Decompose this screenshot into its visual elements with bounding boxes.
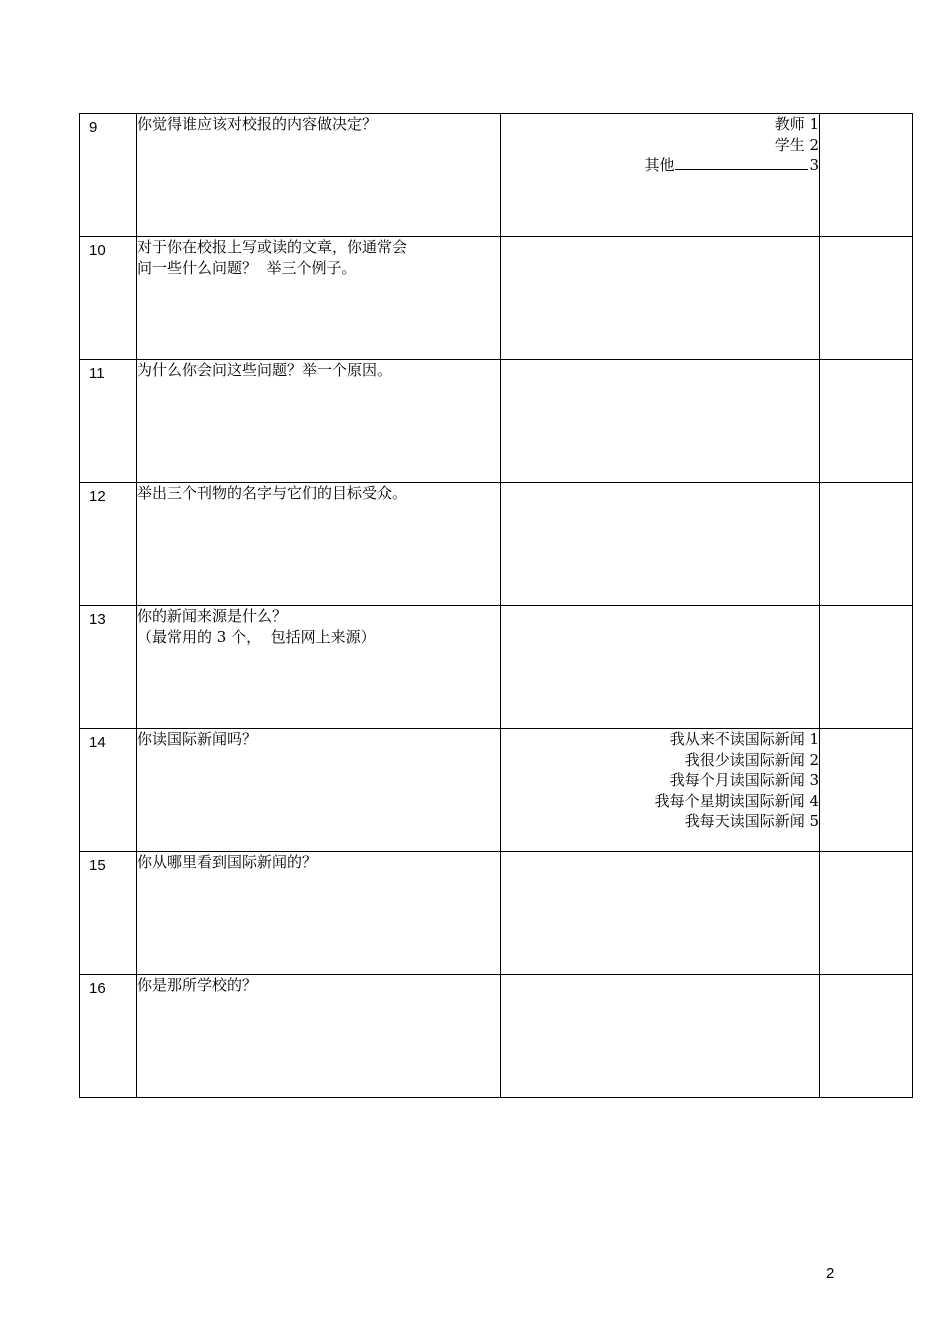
- coding-cell: [820, 606, 913, 729]
- question-number-cell: [80, 237, 137, 360]
- question-number-cell: [80, 483, 137, 606]
- answer-cell[interactable]: [501, 360, 820, 483]
- answer-cell[interactable]: [501, 852, 820, 975]
- question-text-cell: [137, 237, 501, 360]
- question-number: 16: [89, 980, 106, 997]
- question-number-cell: [80, 975, 137, 1098]
- question-number: 11: [89, 365, 105, 382]
- question-number-cell: [80, 606, 137, 729]
- question-number-cell: [80, 114, 137, 237]
- question-row: [80, 114, 913, 237]
- question-text-line: 你读国际新闻吗？: [137, 730, 258, 748]
- question-text-cell: [137, 852, 501, 975]
- other-option-code: 3: [809, 156, 819, 174]
- coding-cell: [820, 483, 913, 606]
- answer-cell[interactable]: [501, 606, 820, 729]
- other-option-label: 其他: [644, 156, 675, 174]
- question-text-cell: [137, 975, 501, 1098]
- answer-option: 教师 1: [774, 115, 819, 133]
- question-row: [80, 483, 913, 606]
- question-number: 10: [89, 242, 106, 259]
- question-text-cell: [137, 114, 501, 237]
- question-row: [80, 852, 913, 975]
- question-number: 12: [89, 488, 106, 505]
- coding-cell: [820, 114, 913, 237]
- answer-option: 学生 2: [774, 135, 819, 154]
- coding-cell: [820, 975, 913, 1098]
- question-text-line: 问一些什么问题？ 举三个例子。: [137, 259, 357, 277]
- coding-cell: [820, 729, 913, 852]
- answer-cell[interactable]: [501, 483, 820, 606]
- question-number-cell: [80, 360, 137, 483]
- answer-cell[interactable]: [501, 114, 820, 237]
- survey-table: [79, 113, 913, 1098]
- question-number-cell: [80, 852, 137, 975]
- answer-option: 我每天读国际新闻 5: [684, 812, 819, 830]
- question-text-cell: [137, 360, 501, 483]
- answer-cell[interactable]: [501, 729, 820, 852]
- fill-in-blank-line[interactable]: [675, 155, 808, 170]
- coding-cell: [820, 237, 913, 360]
- question-row: [80, 729, 913, 852]
- question-row: [80, 237, 913, 360]
- answer-option: 我很少读国际新闻 2: [684, 750, 819, 769]
- question-text-line: 你从哪里看到国际新闻的？: [137, 853, 318, 871]
- question-text-line: （最常用的 3 个， 包括网上来源）: [137, 628, 376, 646]
- question-text-line: 你是那所学校的？: [137, 976, 258, 994]
- question-text-cell: [137, 729, 501, 852]
- question-row: [80, 360, 913, 483]
- page-number: 2: [826, 1265, 835, 1282]
- question-row: [80, 975, 913, 1098]
- question-number: 14: [89, 734, 106, 751]
- question-text-line: 你的新闻来源是什么？: [137, 607, 288, 625]
- question-text-line: 举出三个刊物的名字与它们的目标受众。: [137, 484, 408, 502]
- question-number: 9: [89, 119, 98, 136]
- coding-cell: [820, 852, 913, 975]
- question-number-cell: [80, 729, 137, 852]
- coding-cell: [820, 360, 913, 483]
- question-text-cell: [137, 483, 501, 606]
- answer-cell[interactable]: [501, 237, 820, 360]
- question-text-line: 为什么你会问这些问题？举一个原因。: [137, 361, 393, 379]
- answer-cell[interactable]: [501, 975, 820, 1098]
- answer-option: 我每个星期读国际新闻 4: [654, 791, 819, 810]
- answer-option: 我从来不读国际新闻 1: [669, 730, 819, 748]
- question-text-line: 对于你在校报上写或读的文章，你通常会: [137, 238, 408, 256]
- question-number: 15: [89, 857, 106, 874]
- question-text-cell: [137, 606, 501, 729]
- survey-table-body: [80, 114, 913, 1098]
- question-text-line: 你觉得谁应该对校报的内容做决定？: [137, 115, 378, 133]
- answer-option-other: [501, 155, 819, 176]
- question-row: [80, 606, 913, 729]
- question-number: 13: [89, 611, 106, 628]
- answer-option: 我每个月读国际新闻 3: [669, 771, 819, 789]
